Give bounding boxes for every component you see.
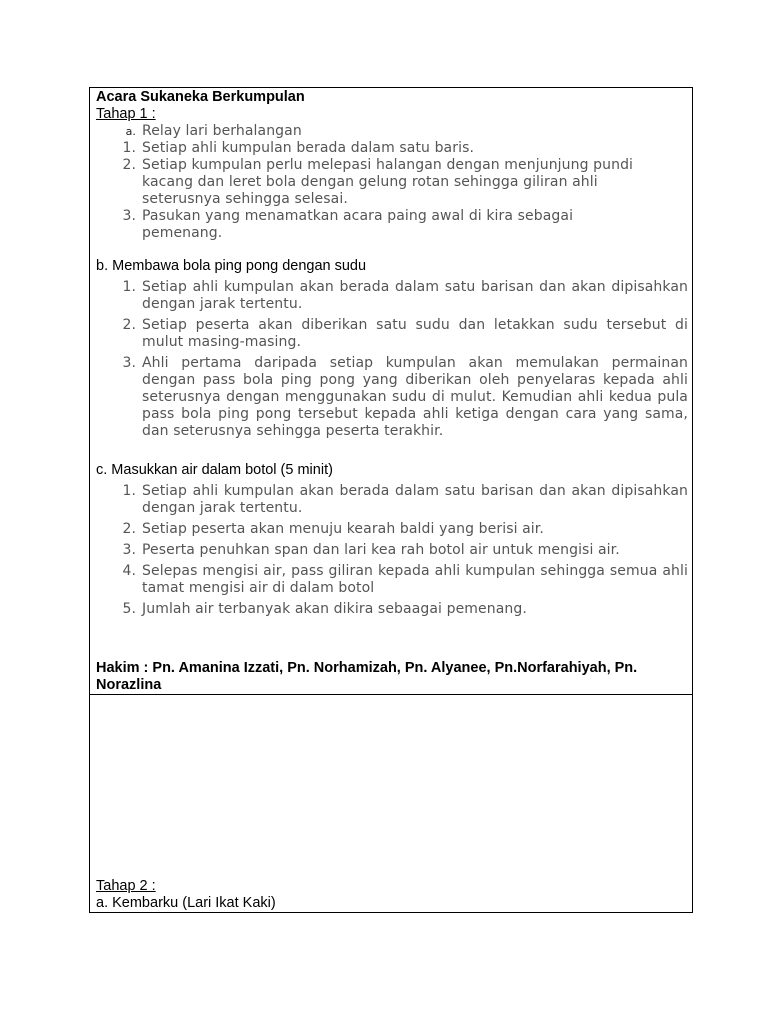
table-cell-tahap2 — [89, 694, 693, 913]
list-item-text: Setiap ahli kumpulan akan berada dalam satu barisan dan akan dipisahkan dengan jarak tertentu. — [142, 279, 688, 312]
list-item-number: 4. — [122, 563, 136, 579]
list-item — [90, 355, 688, 440]
list-item-text: Selepas mengisi air, pass giliran kepada ahli kumpulan sehingga semua ahli tamat mengisi air di dalam botol — [142, 563, 688, 596]
section-b-list — [90, 279, 688, 440]
list-item — [90, 157, 688, 208]
list-item-number: 3. — [122, 542, 136, 558]
list-item-number: 3. — [122, 208, 136, 224]
list-item-number: 5. — [122, 601, 136, 617]
section-c-list — [90, 483, 688, 618]
list-item-text: Pasukan yang menamatkan acara paing awal di kira sebagai pemenang. — [142, 208, 574, 241]
list-item-number: 1. — [122, 140, 136, 156]
list-item — [90, 601, 688, 618]
list-item-text: Setiap peserta akan diberikan satu sudu dan letakkan sudu tersebut di mulut masing-masing. — [142, 317, 688, 350]
list-item-text: Setiap kumpulan perlu melepasi halangan dengan menjunjung pundi kacang dan leret bola dengan gelung rotan sehingga giliran ahli seterusnya sehingga selesai. — [142, 157, 634, 207]
list-item-number: 2. — [122, 521, 136, 537]
table-cell-tahap1 — [89, 87, 693, 695]
list-item — [90, 563, 688, 597]
section-a-title-text: Relay lari berhalangan — [142, 123, 302, 139]
tahap1-label: Tahap 1 : — [96, 106, 156, 122]
list-item-number: 3. — [122, 355, 136, 371]
section-a-marker: a. — [125, 125, 136, 138]
judges-line: Hakim : Pn. Amanina Izzati, Pn. Norhamizah, Pn. Alyanee, Pn.Norfarahiyah, Pn. Norazlina — [96, 660, 638, 693]
list-item-text: Setiap ahli kumpulan berada dalam satu baris. — [142, 140, 475, 156]
list-item — [90, 279, 688, 313]
document-title: Acara Sukaneka Berkumpulan — [96, 89, 305, 105]
tahap2-item-a: a. Kembarku (Lari Ikat Kaki) — [96, 895, 276, 911]
section-a-list — [90, 123, 688, 242]
list-item-number: 1. — [122, 483, 136, 499]
list-item-text: Ahli pertama daripada setiap kumpulan akan memulakan permainan dengan pass bola ping pong yang diberikan oleh penyelaras kepada ahli seterusnya dengan menggunakan sudu di mulut. Kemudian ahli kedua pula pass bola ping pong tersebut kepada ahli ketiga dengan cara yang sama, dan seterusnya sehingga peserta terakhir. — [142, 355, 688, 439]
list-item-text: Setiap ahli kumpulan akan berada dalam satu barisan dan akan dipisahkan dengan jarak tertentu. — [142, 483, 688, 516]
list-item — [90, 542, 688, 559]
section-b-title: b. Membawa bola ping pong dengan sudu — [96, 258, 367, 274]
list-item — [90, 140, 688, 157]
list-item-text: Peserta penuhkan span dan lari kea rah botol air untuk mengisi air. — [142, 542, 620, 558]
list-item-text: Setiap peserta akan menuju kearah baldi yang berisi air. — [142, 521, 544, 537]
section-a-title — [90, 123, 688, 140]
list-item-text: Jumlah air terbanyak akan dikira sebaagai pemenang. — [142, 601, 527, 617]
list-item — [90, 208, 688, 242]
list-item-number: 1. — [122, 279, 136, 295]
list-item — [90, 317, 688, 351]
section-c-title: c. Masukkan air dalam botol (5 minit) — [96, 462, 333, 478]
list-item-number: 2. — [122, 317, 136, 333]
list-item — [90, 483, 688, 517]
list-item-number: 2. — [122, 157, 136, 173]
list-item — [90, 521, 688, 538]
tahap2-label: Tahap 2 : — [96, 878, 156, 894]
